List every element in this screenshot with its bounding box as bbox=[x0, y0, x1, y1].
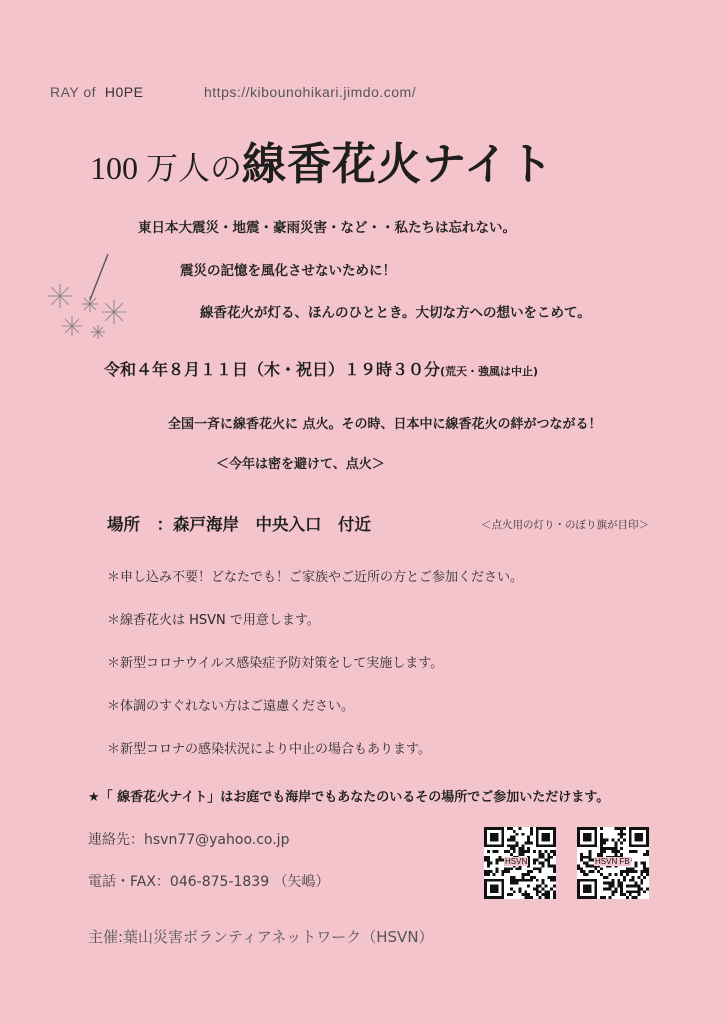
title-prefix: 100 万人の bbox=[90, 150, 243, 186]
intro-line: 東日本大震災・地震・豪雨災害・など・・私たちは忘れない。 bbox=[138, 220, 516, 236]
brand-name: H0PE bbox=[104, 84, 144, 100]
header-brand bbox=[50, 84, 143, 100]
event-date-note: (荒天・強風は中止) bbox=[440, 365, 539, 378]
note-item: ＊線香花火は HSVN で用意します。 bbox=[107, 613, 320, 628]
intro-line: 震災の記憶を風化させないために！ bbox=[180, 263, 396, 279]
sparkler-illustration-icon bbox=[38, 252, 138, 348]
event-place: 場所 ：森戸海岸 中央入口 付近 bbox=[107, 515, 371, 534]
event-place-note: ＜点火用の灯り・のぼり旗が目印＞ bbox=[481, 519, 649, 531]
intro-line: 線香花火が灯る、ほんのひととき。大切な方への想いをこめて。 bbox=[200, 305, 591, 321]
qr-code-label: HSVN bbox=[505, 857, 528, 866]
qr-code-label: HSVN FB bbox=[595, 857, 630, 866]
contact-phone: 電話・FAX：046-875-1839 （矢嶋） bbox=[88, 874, 330, 890]
note-item: ＊新型コロナの感染状況により中止の場合もあります。 bbox=[107, 742, 431, 757]
organizer: 主催:葉山災害ボランティアネットワーク（HSVN） bbox=[88, 928, 434, 946]
event-date bbox=[104, 357, 538, 380]
description-line: 全国一斉に線香花火に 点火。その時、日本中に線香花火の絆がつながる！ bbox=[168, 417, 602, 432]
highlight-message: ★「 線香花火ナイト」はお庭でも海岸でもあなたのいるその場所でご参加いただけます。 bbox=[88, 790, 610, 805]
note-item: ＊申し込み不要！どなたでも！ご家族やご近所の方とご参加ください。 bbox=[107, 570, 524, 585]
title-main: 線香花火ナイト bbox=[242, 139, 554, 190]
note-item: ＊体調のすぐれない方はご遠慮ください。 bbox=[107, 699, 355, 714]
event-date-main: 令和４年８月１１日（木・祝日）１９時３０分 bbox=[104, 360, 441, 379]
page-title bbox=[90, 128, 554, 192]
contact-email[interactable]: 連絡先：hsvn77@yahoo.co.jp bbox=[88, 832, 290, 848]
description-line: ＜今年は密を避けて、点火＞ bbox=[216, 457, 385, 472]
header-url[interactable]: https://kibounohikari.jimdo.com/ bbox=[204, 84, 417, 100]
brand-prefix: RAY of bbox=[50, 84, 97, 100]
note-item: ＊新型コロナウイルス感染症予防対策をして実施します。 bbox=[107, 656, 444, 671]
